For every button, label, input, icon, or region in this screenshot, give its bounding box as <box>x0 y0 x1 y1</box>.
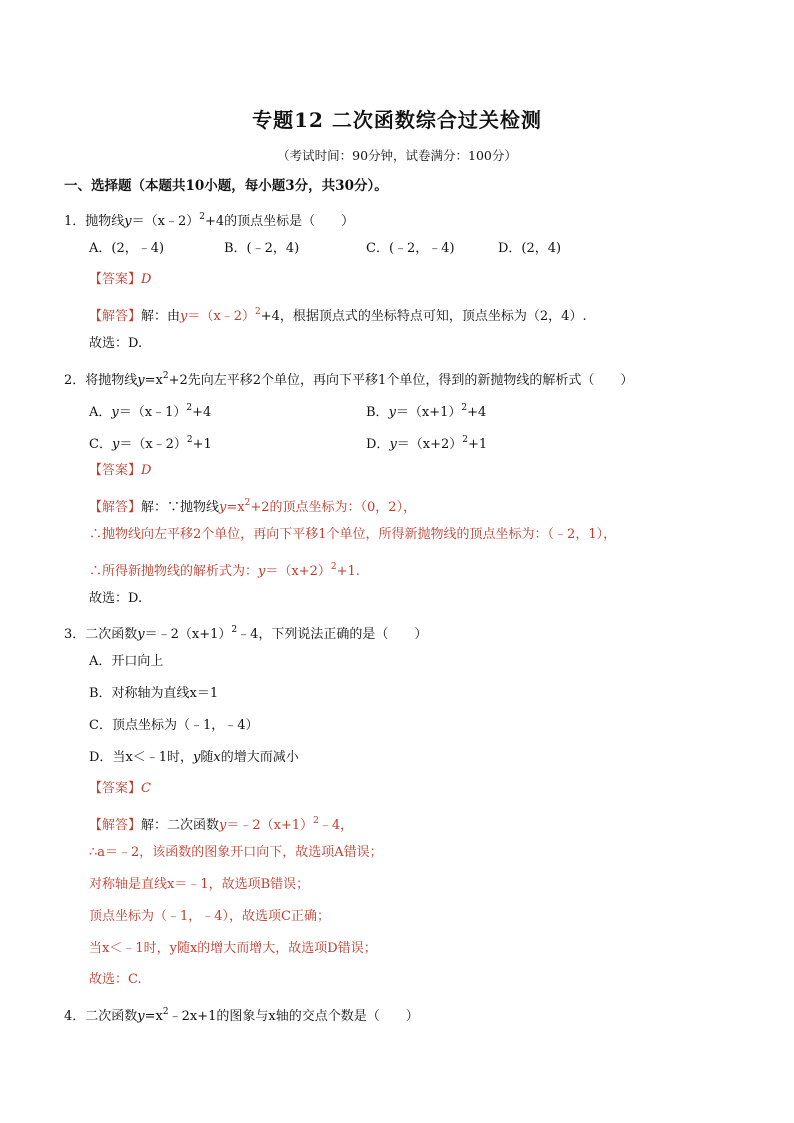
question-1-answer: 【答案】D <box>89 272 152 287</box>
question-1-option-a: A．(2，﹣4) <box>89 241 165 256</box>
question-2-stem: 2．将抛物线$y=x^2+2$先向左平移2个单位，再向下平移1个单位，得到的新抛物线的解析式（ ） <box>64 371 634 388</box>
question-1-stem: 1．抛物线y＝（x﹣2）$^2$+4的顶点坐标是（ ） <box>64 212 355 229</box>
question-3-option-b: B．对称轴为直线x＝1 <box>89 686 219 701</box>
question-3-option-c: C．顶点坐标为（﹣1，﹣4） <box>89 718 259 733</box>
question-2-solution-line-2: ∴抛物线向左平移2个单位，再向下平移1个单位，所得新抛物线的顶点坐标为：（﹣2，1）， <box>89 527 617 542</box>
question-3-answer: 【答案】C <box>89 781 151 796</box>
question-2-option-c: C．y＝（x﹣2）$^2$+1 <box>89 435 212 452</box>
exam-info: （考试时间：90分钟，试卷满分：100分） <box>277 148 517 163</box>
question-2-answer: 【答案】D <box>89 463 152 478</box>
question-1-option-d: D．(2，4) <box>498 241 562 256</box>
page-title: 专题12 二次函数综合过关检测 <box>252 108 542 132</box>
question-3-solution-line-1: 【解答】解：二次函数$y=﹣2(x+1)^2﹣4$， <box>89 816 354 833</box>
question-2-option-b: B．$y=(x+1)^2+4$ <box>366 403 487 420</box>
question-3-solution-line-2: ∴a＝﹣2，该函数的图象开口向下，故选项A错误； <box>89 845 383 860</box>
section-heading: 一、选择题（本题共10小题，每小题3分，共30分）。 <box>64 178 388 194</box>
question-3-stem: 3．二次函数$y=﹣2(x+1)^2﹣4$，下列说法正确的是（ ） <box>64 625 428 642</box>
question-1-option-b: B．(﹣2，4) <box>224 241 300 256</box>
question-2-option-a: A．y＝（x﹣1）$^2$+4 <box>89 403 212 420</box>
question-1-solution: 【解答】解：由y＝（x﹣2）$^2$+4，根据顶点式的坐标特点可知，顶点坐标为（2，4）. <box>89 307 587 324</box>
question-3-option-d: D．当x＜﹣1时，y随x的增大而减小 <box>89 750 299 765</box>
question-3-solution-line-3: 对称轴是直线x＝﹣1，故选项B错误； <box>89 877 310 892</box>
question-3-solution-line-5: 当x＜﹣1时，y随x的增大而增大，故选项D错误； <box>89 941 377 956</box>
question-3-solution-line-4: 顶点坐标为（﹣1，﹣4），故选项C正确； <box>89 909 330 924</box>
question-2-option-d: D．$y=(x+2)^2+1$ <box>366 435 488 452</box>
question-2-solution-line-1: 【解答】解：∵抛物线$y=x^2+2$的顶点坐标为：（0，2）， <box>89 498 417 515</box>
question-1-option-c: C．(﹣2，﹣4) <box>366 241 455 256</box>
question-1-choice: 故选：D. <box>89 336 143 351</box>
question-3-choice: 故选：C. <box>89 972 142 987</box>
question-2-choice: 故选：D. <box>89 591 143 606</box>
question-4-stem: 4．二次函数$y=x^2﹣2x+1$的图象与x轴的交点个数是（ ） <box>64 1007 419 1024</box>
question-2-solution-line-3: ∴所得新抛物线的解析式为：$y=(x+2)^2+1$. <box>89 562 360 579</box>
question-3-option-a: A．开口向上 <box>89 654 164 669</box>
